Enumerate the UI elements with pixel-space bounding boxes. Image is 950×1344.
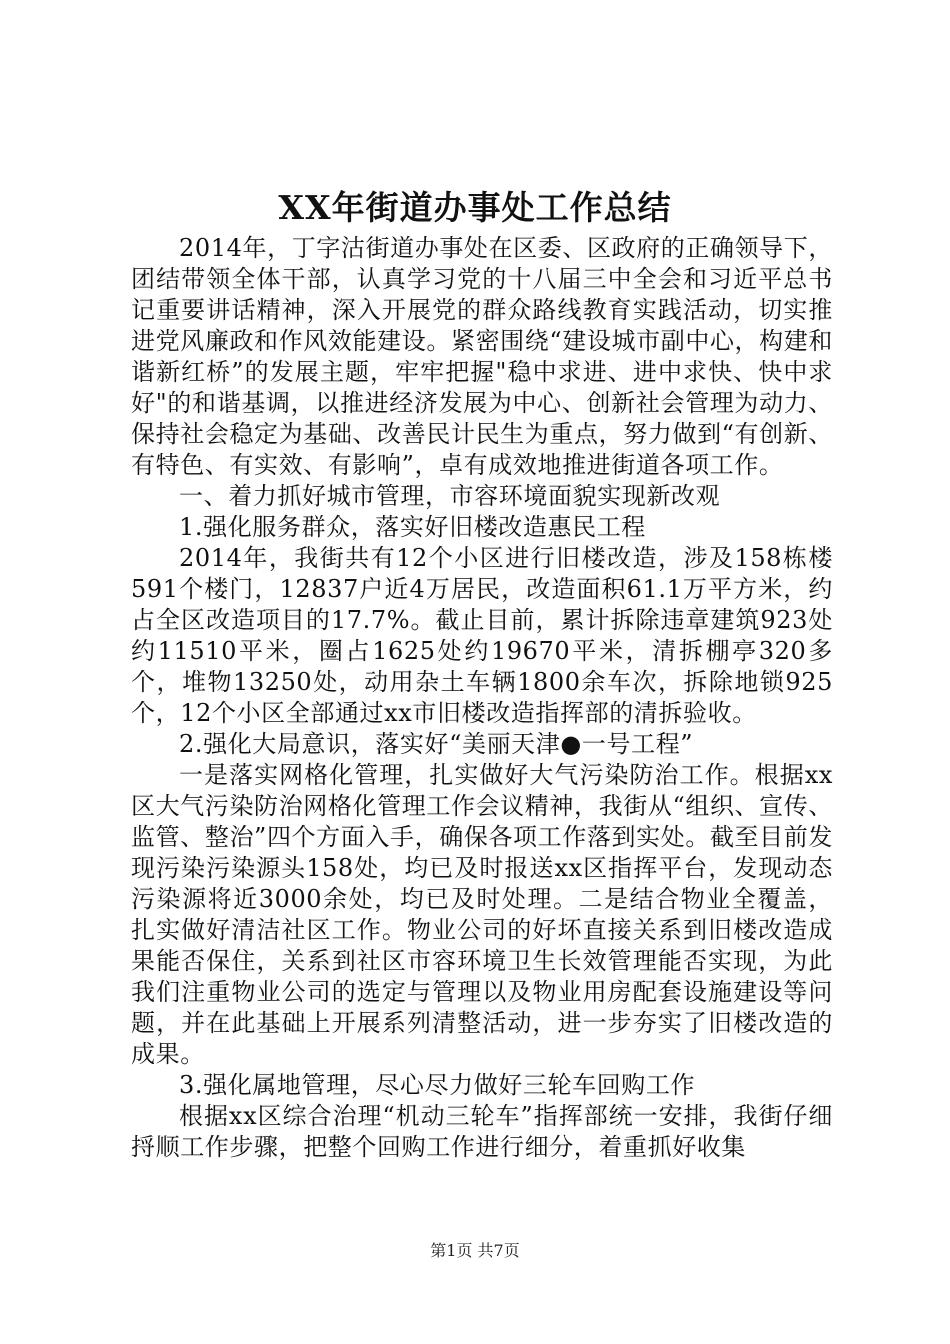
paragraph-tricycle: 根据xx区综合治理“机动三轮车”指挥部统一安排，我街仔细捋顺工作步骤，把整个回购工作进行细分，着重抓好收集 — [131, 1102, 833, 1161]
page-footer: 第1页 共7页 — [430, 1241, 520, 1260]
paragraph-renovation: 2014年，我街共有12个小区进行旧楼改造，涉及158栋楼591个楼门，12837户近4万居民，改造面积61.1万平方米，约占全区改造项目的17.7%。截止目前，累计拆除违章建筑923处约11510平米，圈占1625处约19670平米，清拆棚亭320多个，堆物13250处，动用杂土车辆1800余车次，拆除地锁925个，12个小区全部通过xx市旧楼改造指挥部的清拆验收。 — [131, 544, 833, 727]
document-body — [131, 233, 833, 1163]
paragraph-intro: 2014年，丁字沽街道办事处在区委、区政府的正确领导下，团结带领全体干部，认真学习党的十八届三中全会和习近平总书记重要讲话精神，深入开展党的群众路线教育实践活动，切实推进党风廉政和作风效能建设。紧密围绕“建设城市副中心，构建和谐新红桥”的发展主题，牢牢把握"稳中求进、进中求快、快中求好"的和谐基调，以推进经济发展为中心、创新社会管理为动力、保持社会稳定为基础、改善民计民生为重点，努力做到“有创新、有特色、有实效、有影响”，卓有成效地推进街道各项工作。 — [131, 234, 833, 479]
document-title: XX年街道办事处工作总结 — [278, 188, 672, 227]
paragraph-pollution: 一是落实网格化管理，扎实做好大气污染防治工作。根据xx区大气污染防治网格化管理工作会议精神，我街从“组织、宣传、监管、整治”四个方面入手，确保各项工作落到实处。截至目前发现污染污染源头158处，均已及时报送xx区指挥平台，发现动态污染源将近3000余处，均已及时处理。二是结合物业全覆盖，扎实做好清洁社区工作。物业公司的好坏直接关系到旧楼改造成果能否保住，关系到社区市容环境卫生长效管理能否实现，为此我们注重物业公司的选定与管理以及物业用房配套设施建设等问题，并在此基础上开展系列清整活动，进一步夯实了旧楼改造的成果。 — [131, 761, 833, 1068]
subsection-heading-2: 2.强化大局意识，落实好“美丽天津●一号工程” — [179, 730, 694, 758]
subsection-heading-3: 3.强化属地管理，尽心尽力做好三轮车回购工作 — [179, 1071, 696, 1099]
subsection-heading-1: 1.强化服务群众，落实好旧楼改造惠民工程 — [179, 513, 646, 541]
section-heading-1: 一、着力抓好城市管理，市容环境面貌实现新改观 — [179, 482, 721, 510]
